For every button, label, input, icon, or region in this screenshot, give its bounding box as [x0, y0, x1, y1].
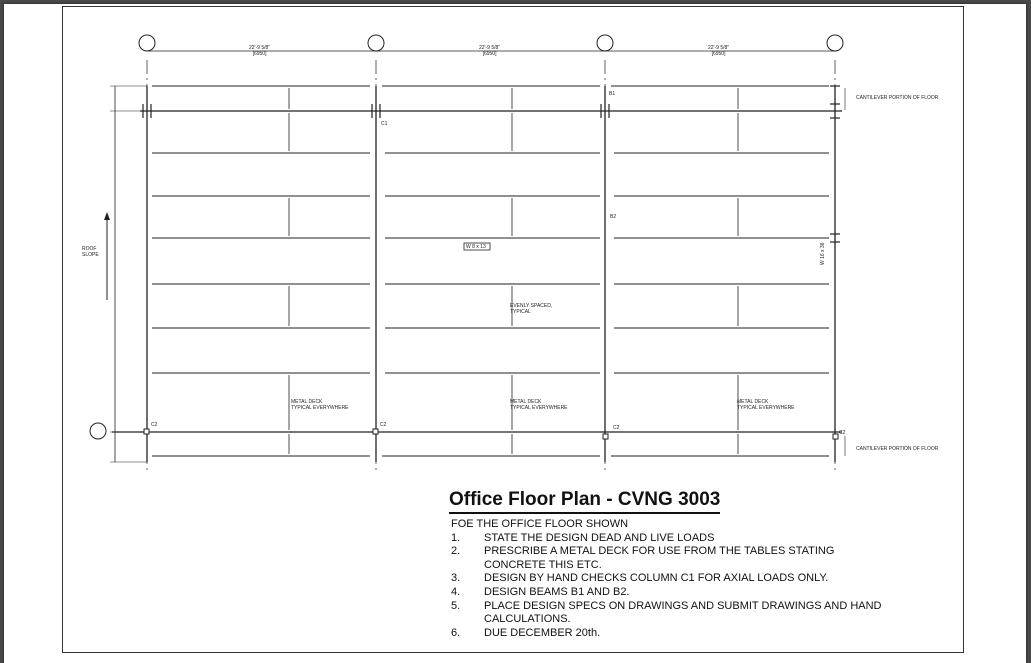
note-item: 4. DESIGN BEAMS B1 AND B2.	[451, 585, 630, 598]
dimension-label: 22'-9 5/8" [6950]	[708, 45, 730, 57]
metal-deck-note: METAL DECK TYPICAL EVERYWHERE	[510, 399, 568, 411]
notes-list	[451, 532, 891, 641]
beam-label-b2: B2	[610, 214, 617, 220]
grid-bubble	[90, 423, 106, 439]
column-label-c2: C2	[380, 422, 387, 428]
note-item: 2. PRESCRIBE A METAL DECK FOR USE FROM THE TABLES STATING CONCRETE THIS ETC.	[451, 545, 835, 571]
grid-bubble	[139, 35, 155, 51]
note-item: 6. DUE DECEMBER 20th.	[451, 626, 601, 639]
grid-bubble	[368, 35, 384, 51]
evenly-spaced-note: EVENLY SPACED, TYPICAL	[510, 303, 553, 315]
note-item: 3. DESIGN BY HAND CHECKS COLUMN C1 FOR AXIAL LOADS ONLY.	[451, 572, 829, 585]
column-label-c2: C2	[151, 422, 158, 428]
column-label-c1: C1	[381, 121, 388, 127]
column-label-c2: C2	[613, 425, 620, 431]
note-item: 5. PLACE DESIGN SPECS ON DRAWINGS AND SUBMIT DRAWINGS AND HAND CALCULATIONS.	[451, 599, 882, 626]
metal-deck-note: METAL DECK TYPICAL EVERYWHERE	[291, 399, 349, 411]
cantilever-label-top: CANTILEVER PORTION OF FLOOR	[856, 95, 939, 101]
roof-slope-label: ROOF SLOPE	[82, 246, 99, 258]
grid-bubble	[597, 35, 613, 51]
drawing-title: Office Floor Plan - CVNG 3003	[449, 489, 720, 514]
section-tag-w8x13: W 8 x 13	[466, 244, 486, 250]
grid-bubble	[827, 35, 843, 51]
note-item: 1. STATE THE DESIGN DEAD AND LIVE LOADS	[451, 531, 715, 544]
assignment-notes	[451, 518, 891, 640]
dimension-label: 22'-9 5/8" [6950]	[479, 45, 501, 57]
notes-intro: FOE THE OFFICE FLOOR SHOWN	[451, 518, 629, 530]
column-label-c2: C2	[839, 430, 846, 436]
beam-label-b1: B1	[609, 91, 616, 97]
metal-deck-note: METAL DECK TYPICAL EVERYWHERE	[737, 399, 795, 411]
cantilever-label-bottom: CANTILEVER PORTION OF FLOOR	[856, 446, 939, 452]
section-tag-w16x36: W 16 x 36	[820, 242, 826, 265]
dimension-label: 22'-9 5/8" [6950]	[249, 45, 271, 57]
